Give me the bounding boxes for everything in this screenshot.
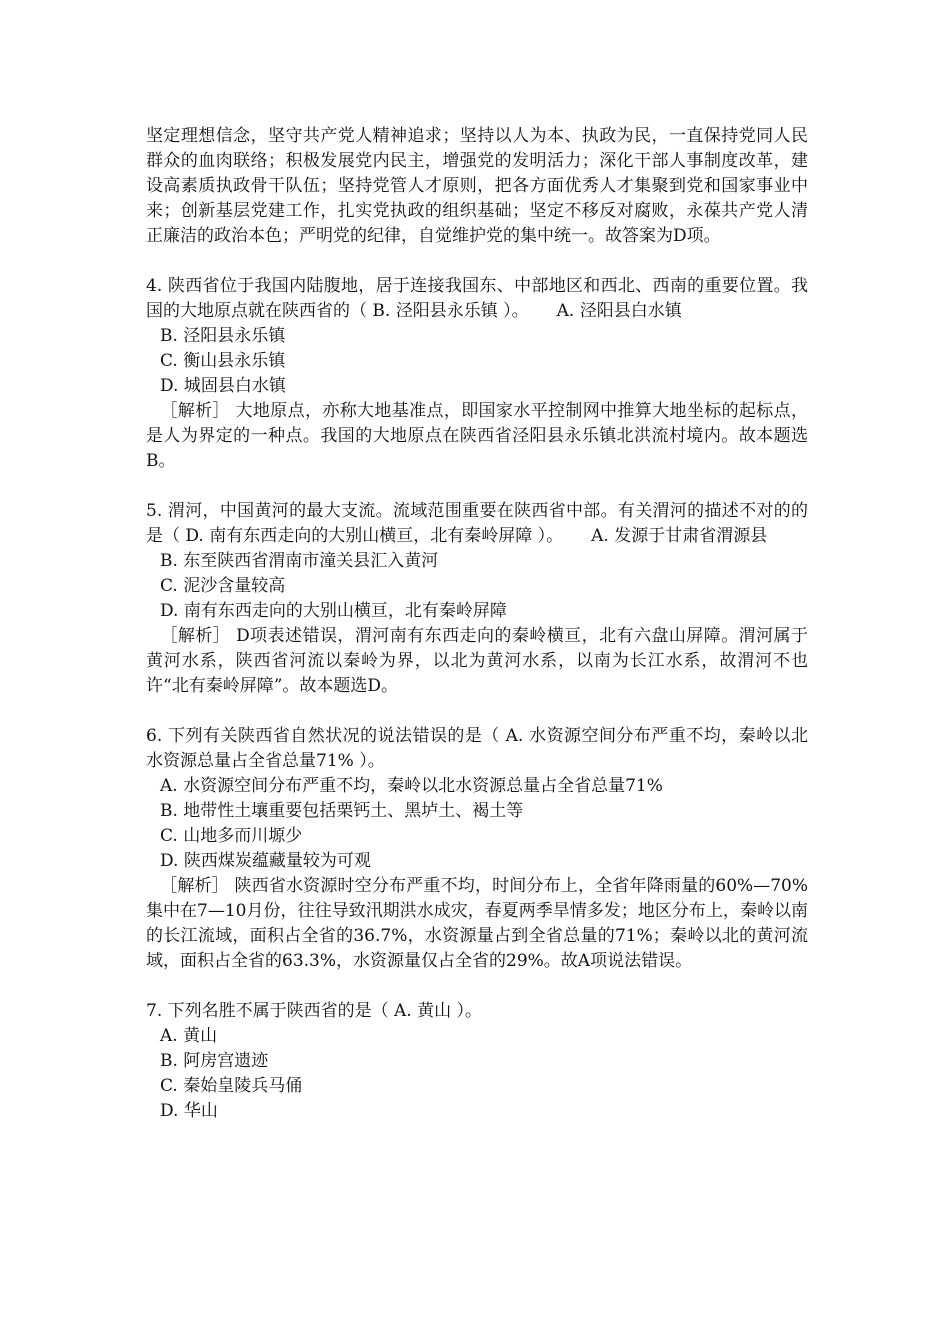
option: C. 衡山县永乐镇 [160, 351, 286, 371]
document-page [146, 124, 808, 1124]
option: C. 秦始皇陵兵马俑 [160, 1076, 303, 1096]
inline-option: A. 发源于甘肃省渭源县 [591, 526, 768, 546]
option: C. 山地多而川塬少 [160, 826, 303, 846]
option: D. 南有东西走向的大别山横亘，北有秦岭屏障 [160, 601, 507, 621]
intro-paragraph: 坚定理想信念，坚守共产党人精神追求；坚持以人为本、执政为民，一直保持党同人民群众的血肉联络；积极发展党内民主，增强党的发明活力；深化干部人事制度改革，建设高素质执政骨干队伍；坚持党管人才原则，把各方面优秀人才集聚到党和国家事业中来；创新基层党建工作，扎实党执政的组织基础；坚定不移反对腐败，永葆共产党人清正廉洁的政治本色；严明党的纪律，自觉维护党的集中统一。故答案为D项。 [146, 126, 808, 246]
option: B. 阿房宫遗迹 [160, 1051, 269, 1071]
question-stem [146, 499, 808, 549]
question-4 [146, 274, 808, 474]
question-stem: 7. 下列名胜不属于陕西省的是（ A. 黄山 ）。 [146, 1001, 483, 1021]
option: D. 陕西煤炭蕴藏量较为可观 [160, 851, 371, 871]
analysis-text: ［解析］ D项表述错误，渭河南有东西走向的秦岭横亘，北有六盘山屏障。渭河属于黄河水系，陕西省河流以秦岭为界，以北为黄河水系，以南为长江水系，故渭河不也许“北有秦岭屏障”。故本题选D。 [146, 626, 808, 696]
option: D. 华山 [160, 1101, 218, 1121]
option: C. 泥沙含量较高 [160, 576, 286, 596]
option: B. 地带性土壤重要包括栗钙土、黑垆土、褐土等 [160, 801, 524, 821]
inline-option: A. 泾阳县白水镇 [556, 301, 682, 321]
question-stem: 6. 下列有关陕西省自然状况的说法错误的是（ A. 水资源空间分布严重不均，秦岭以北水资源总量占全省总量71% ）。 [146, 726, 808, 771]
stem-text: 5. 渭河，中国黄河的最大支流。流域范围重要在陕西省中部。有关渭河的描述不对的的是（ D. 南有东西走向的大别山横亘，北有秦岭屏障 ）。 [146, 501, 808, 546]
option: D. 城固县白水镇 [160, 376, 286, 396]
analysis-text: ［解析］ 陕西省水资源时空分布严重不均，时间分布上，全省年降雨量的60%—70%集中在7—10月份，往往导致汛期洪水成灾，春夏两季旱情多发；地区分布上，秦岭以南的长江流域，面积占全省的36.7%，水资源量占到全省总量的71%；秦岭以北的黄河流域，面积占全省的63.3%，水资源量仅占全省的29%。故A项说法错误。 [146, 876, 808, 971]
analysis-text: ［解析］ 大地原点，亦称大地基准点，即国家水平控制网中推算大地坐标的起标点，是人为界定的一种点。我国的大地原点在陕西省泾阳县永乐镇北洪流村境内。故本题选B。 [146, 401, 808, 471]
option: B. 泾阳县永乐镇 [160, 326, 286, 346]
option: A. 水资源空间分布严重不均，秦岭以北水资源总量占全省总量71% [160, 776, 663, 796]
question-stem [146, 274, 808, 324]
question-5 [146, 499, 808, 699]
option: A. 黄山 [160, 1026, 218, 1046]
question-7 [146, 999, 808, 1124]
question-6 [146, 724, 808, 974]
stem-text: 4. 陕西省位于我国内陆腹地，居于连接我国东、中部地区和西北、西南的重要位置。我国的大地原点就在陕西省的（ B. 泾阳县永乐镇 ）。 [146, 276, 808, 321]
option: B. 东至陕西省渭南市潼关县汇入黄河 [160, 551, 439, 571]
